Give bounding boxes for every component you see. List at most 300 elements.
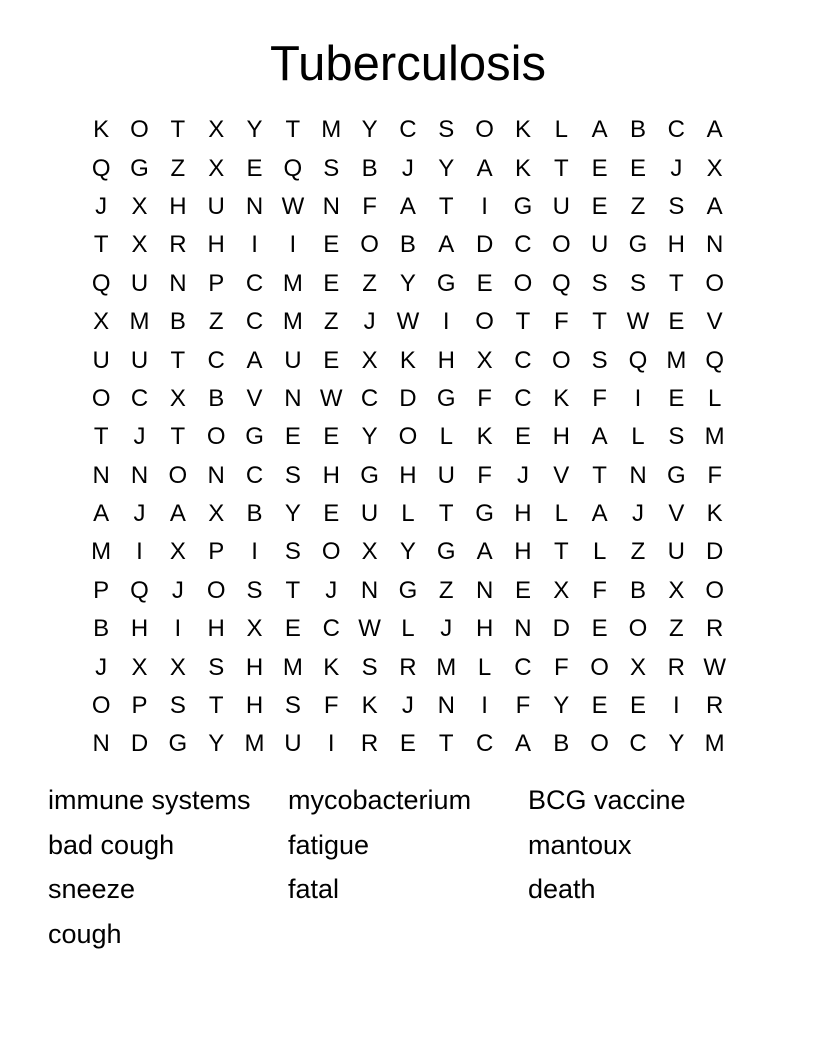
grid-letter[interactable]: X	[208, 116, 225, 144]
grid-letter[interactable]: N	[514, 615, 532, 643]
grid-letter[interactable]: C	[207, 346, 225, 374]
grid-letter[interactable]: H	[169, 192, 187, 220]
grid-letter[interactable]: B	[246, 500, 263, 528]
grid-letter[interactable]: T	[592, 461, 607, 489]
grid-letter[interactable]: F	[553, 308, 569, 336]
grid-row	[82, 572, 734, 610]
grid-letter[interactable]: T	[208, 692, 224, 720]
grid-letter[interactable]: N	[360, 576, 379, 604]
grid-letter[interactable]: B	[553, 730, 570, 758]
letter-grid	[82, 111, 734, 764]
grid-letter[interactable]: O	[475, 116, 494, 144]
grid-letter[interactable]: F	[477, 384, 492, 412]
grid-letter[interactable]: C	[475, 730, 494, 758]
grid-letter[interactable]: F	[592, 576, 607, 604]
grid-letter[interactable]: B	[169, 308, 186, 336]
grid-letter[interactable]: S	[323, 154, 340, 182]
grid-letter[interactable]: N	[92, 730, 110, 758]
grid-letter[interactable]: O	[551, 346, 571, 374]
grid-letter[interactable]: P	[208, 538, 225, 566]
grid-letter[interactable]: H	[552, 423, 570, 451]
grid-letter[interactable]: H	[130, 615, 149, 643]
grid-letter[interactable]: C	[667, 116, 685, 144]
grid-letter[interactable]: U	[130, 269, 149, 297]
grid-letter[interactable]: F	[477, 461, 492, 489]
grid-letter[interactable]: I	[481, 692, 488, 720]
grid-letter[interactable]: K	[706, 500, 723, 528]
grid-letter[interactable]: S	[284, 538, 301, 566]
grid-letter[interactable]: M	[244, 730, 265, 758]
grid-letter[interactable]: G	[513, 192, 533, 220]
grid-letter[interactable]: G	[360, 461, 379, 489]
grid-letter[interactable]: C	[399, 116, 417, 144]
grid-letter[interactable]: Z	[208, 308, 224, 336]
grid-letter[interactable]: X	[629, 653, 646, 681]
grid-letter[interactable]: E	[629, 154, 646, 182]
grid-letter[interactable]: N	[706, 231, 724, 259]
grid-letter[interactable]: J	[95, 192, 108, 220]
grid-letter[interactable]: A	[93, 500, 110, 528]
grid-letter[interactable]: X	[208, 500, 225, 528]
grid-letter[interactable]: V	[706, 308, 723, 336]
grid-letter[interactable]: B	[208, 384, 225, 412]
grid-letter[interactable]: F	[592, 384, 607, 412]
grid-letter[interactable]: H	[399, 461, 417, 489]
grid-letter[interactable]: V	[246, 384, 263, 412]
grid-letter[interactable]: S	[668, 423, 685, 451]
grid-letter[interactable]: O	[206, 576, 226, 604]
grid-letter[interactable]: N	[629, 461, 647, 489]
grid-letter[interactable]: N	[169, 269, 187, 297]
grid-letter[interactable]: B	[93, 615, 110, 643]
grid-letter[interactable]: C	[629, 730, 647, 758]
grid-letter[interactable]: Q	[705, 346, 724, 374]
grid-letter[interactable]: L	[401, 615, 415, 643]
grid-letter[interactable]: Y	[361, 423, 378, 451]
grid-letter[interactable]: Y	[399, 538, 416, 566]
grid-letter[interactable]: J	[670, 154, 683, 182]
grid-letter[interactable]: F	[323, 692, 339, 720]
grid-letter[interactable]: O	[705, 576, 724, 604]
grid-letter[interactable]: M	[436, 653, 457, 681]
grid-letter[interactable]: E	[591, 692, 608, 720]
grid-letter[interactable]: W	[281, 192, 305, 220]
grid-letter[interactable]: Z	[438, 576, 454, 604]
grid-letter[interactable]: J	[133, 500, 146, 528]
grid-letter[interactable]: Y	[438, 154, 455, 182]
grid-letter[interactable]: C	[360, 384, 379, 412]
grid-letter[interactable]: Q	[283, 154, 303, 182]
grid-letter[interactable]: H	[322, 461, 340, 489]
grid-letter[interactable]: N	[284, 384, 302, 412]
grid-letter[interactable]: J	[631, 500, 644, 528]
grid-letter[interactable]: J	[363, 308, 376, 336]
grid-letter[interactable]: X	[131, 192, 148, 220]
grid-letter[interactable]: T	[438, 192, 454, 220]
grid-letter[interactable]: T	[170, 346, 186, 374]
grid-letter[interactable]: T	[170, 116, 186, 144]
grid-letter[interactable]: W	[358, 615, 381, 643]
grid-letter[interactable]: R	[667, 653, 685, 681]
grid-letter[interactable]: Y	[246, 116, 263, 144]
grid-letter[interactable]: N	[245, 192, 264, 220]
grid-letter[interactable]: O	[475, 308, 494, 336]
grid-letter[interactable]: F	[553, 653, 569, 681]
grid-letter[interactable]: E	[514, 576, 531, 604]
grid-letter[interactable]: M	[321, 116, 342, 144]
grid-letter[interactable]: C	[245, 461, 264, 489]
grid-letter[interactable]: X	[169, 653, 186, 681]
grid-letter[interactable]: Q	[628, 346, 648, 374]
grid-letter[interactable]: U	[207, 192, 225, 220]
grid-letter[interactable]: M	[704, 730, 725, 758]
grid-letter[interactable]: J	[325, 576, 338, 604]
grid-letter[interactable]: A	[706, 116, 723, 144]
grid-letter[interactable]: L	[401, 500, 415, 528]
grid-letter[interactable]: X	[553, 576, 570, 604]
grid-letter[interactable]: E	[284, 423, 301, 451]
grid-letter[interactable]: G	[628, 231, 648, 259]
grid-letter[interactable]: K	[93, 116, 110, 144]
grid-letter[interactable]: E	[284, 615, 301, 643]
grid-letter[interactable]: X	[706, 154, 723, 182]
grid-letter[interactable]: X	[169, 538, 186, 566]
grid-letter[interactable]: X	[131, 653, 148, 681]
grid-letter[interactable]: R	[169, 231, 187, 259]
grid-letter[interactable]: D	[399, 384, 417, 412]
grid-letter[interactable]: C	[245, 269, 264, 297]
grid-letter[interactable]: C	[514, 231, 532, 259]
grid-letter[interactable]: G	[130, 154, 149, 182]
grid-letter[interactable]: G	[245, 423, 264, 451]
grid-letter[interactable]: C	[130, 384, 149, 412]
grid-letter[interactable]: Y	[553, 692, 570, 720]
grid-letter[interactable]: H	[514, 500, 532, 528]
grid-letter[interactable]: M	[666, 346, 687, 374]
grid-letter[interactable]: O	[398, 423, 418, 451]
grid-letter[interactable]: I	[174, 615, 182, 643]
grid-letter[interactable]: F	[362, 192, 377, 220]
grid-letter[interactable]: E	[399, 730, 416, 758]
grid-letter[interactable]: D	[130, 730, 149, 758]
grid-letter[interactable]: I	[251, 538, 258, 566]
grid-letter[interactable]: A	[399, 192, 416, 220]
grid-letter[interactable]: N	[92, 461, 110, 489]
grid-letter[interactable]: I	[672, 692, 680, 720]
grid-letter[interactable]: A	[476, 538, 493, 566]
grid-letter[interactable]: K	[514, 116, 531, 144]
grid-letter[interactable]: K	[514, 154, 531, 182]
grid-letter[interactable]: H	[207, 231, 225, 259]
grid-letter[interactable]: O	[206, 423, 226, 451]
grid-letter[interactable]: B	[399, 231, 416, 259]
grid-letter[interactable]: H	[245, 692, 264, 720]
grid-letter[interactable]: R	[706, 692, 724, 720]
grid-letter[interactable]: L	[592, 538, 607, 566]
grid-letter[interactable]: E	[629, 692, 646, 720]
grid-letter[interactable]: A	[438, 231, 455, 259]
grid-letter[interactable]: E	[323, 423, 340, 451]
grid-letter[interactable]: Q	[91, 269, 111, 297]
grid-letter[interactable]: I	[634, 384, 642, 412]
grid-letter[interactable]: J	[171, 576, 184, 604]
grid-letter[interactable]: G	[398, 576, 418, 604]
grid-letter[interactable]: E	[591, 154, 608, 182]
grid-letter[interactable]: W	[626, 308, 650, 336]
grid-letter[interactable]: Q	[130, 576, 149, 604]
grid-letter[interactable]: U	[130, 346, 149, 374]
grid-letter[interactable]: E	[323, 269, 340, 297]
grid-letter[interactable]: D	[552, 615, 570, 643]
grid-letter[interactable]: M	[282, 269, 303, 297]
grid-letter[interactable]: O	[130, 116, 149, 144]
grid-letter[interactable]: O	[513, 269, 533, 297]
grid-letter[interactable]: E	[323, 346, 340, 374]
grid-letter[interactable]: V	[668, 500, 685, 528]
grid-letter[interactable]: G	[475, 500, 494, 528]
grid-letter[interactable]: X	[476, 346, 493, 374]
grid-letter[interactable]: X	[668, 576, 685, 604]
grid-letter[interactable]: T	[515, 308, 531, 336]
grid-letter[interactable]: I	[289, 231, 297, 259]
grid-letter[interactable]: G	[666, 461, 686, 489]
grid-letter[interactable]: L	[554, 116, 568, 144]
grid-row	[82, 380, 734, 418]
grid-letter[interactable]: T	[553, 538, 569, 566]
grid-letter[interactable]: W	[396, 308, 420, 336]
grid-letter[interactable]: M	[129, 308, 150, 336]
grid-letter[interactable]: N	[475, 576, 494, 604]
grid-letter[interactable]: B	[629, 116, 646, 144]
grid-letter[interactable]: S	[169, 692, 186, 720]
grid-letter[interactable]: J	[401, 692, 414, 720]
grid-letter[interactable]: I	[251, 231, 258, 259]
grid-letter[interactable]: H	[475, 615, 494, 643]
grid-letter[interactable]: X	[208, 154, 225, 182]
grid-letter[interactable]: C	[514, 653, 532, 681]
grid-letter[interactable]: E	[591, 192, 608, 220]
grid-row	[82, 725, 734, 763]
grid-letter[interactable]: S	[208, 653, 225, 681]
grid-letter[interactable]: H	[207, 615, 225, 643]
grid-letter[interactable]: Z	[362, 269, 377, 297]
grid-letter[interactable]: D	[475, 231, 494, 259]
grid-letter[interactable]: S	[438, 116, 455, 144]
grid-letter[interactable]: H	[437, 346, 455, 374]
grid-row	[82, 188, 734, 226]
grid-letter[interactable]: K	[361, 692, 378, 720]
grid-letter[interactable]: E	[668, 308, 685, 336]
grid-letter[interactable]: S	[591, 269, 608, 297]
grid-letter[interactable]: S	[591, 346, 608, 374]
grid-letter[interactable]: R	[706, 615, 724, 643]
grid-letter[interactable]: N	[322, 192, 340, 220]
grid-letter[interactable]: S	[668, 192, 685, 220]
grid-letter[interactable]: S	[284, 461, 301, 489]
grid-letter[interactable]: Q	[551, 269, 571, 297]
grid-letter[interactable]: K	[323, 653, 340, 681]
grid-letter[interactable]: M	[704, 423, 725, 451]
grid-letter[interactable]: J	[133, 423, 146, 451]
grid-letter[interactable]: Q	[91, 154, 111, 182]
grid-letter[interactable]: M	[91, 538, 112, 566]
grid-letter[interactable]: H	[245, 653, 264, 681]
grid-letter[interactable]: E	[668, 384, 685, 412]
word-list-item: fatigue	[288, 829, 370, 860]
grid-letter[interactable]: Z	[668, 615, 684, 643]
grid-row	[82, 303, 734, 341]
grid-letter[interactable]: T	[285, 116, 301, 144]
grid-letter[interactable]: Z	[323, 308, 339, 336]
grid-letter[interactable]: T	[668, 269, 684, 297]
grid-letter[interactable]: L	[554, 500, 568, 528]
grid-letter[interactable]: V	[553, 461, 570, 489]
grid-letter[interactable]: U	[92, 346, 110, 374]
grid-letter[interactable]: E	[323, 231, 340, 259]
grid-letter[interactable]: A	[476, 154, 493, 182]
grid-letter[interactable]: T	[553, 154, 569, 182]
grid-letter[interactable]: Y	[668, 730, 685, 758]
grid-letter[interactable]: T	[93, 423, 109, 451]
grid-letter[interactable]: T	[438, 730, 454, 758]
grid-letter[interactable]: Z	[630, 192, 646, 220]
grid-letter[interactable]: W	[319, 384, 343, 412]
grid-letter[interactable]: S	[284, 692, 301, 720]
grid-letter[interactable]: S	[246, 576, 263, 604]
grid-letter[interactable]: X	[246, 615, 263, 643]
grid-letter[interactable]: I	[327, 730, 335, 758]
grid-letter[interactable]: O	[705, 269, 724, 297]
grid-letter[interactable]: Y	[284, 500, 301, 528]
grid-letter[interactable]: X	[169, 384, 186, 412]
grid-letter[interactable]: Y	[399, 269, 416, 297]
grid-letter[interactable]: D	[706, 538, 724, 566]
grid-letter[interactable]: P	[93, 576, 110, 604]
grid-letter[interactable]: K	[553, 384, 570, 412]
grid-letter[interactable]: O	[360, 231, 379, 259]
grid-letter[interactable]: T	[438, 500, 454, 528]
grid-letter[interactable]: L	[707, 384, 722, 412]
grid-letter[interactable]: U	[360, 500, 379, 528]
grid-letter[interactable]: K	[476, 423, 493, 451]
grid-letter[interactable]: G	[168, 730, 188, 758]
grid-letter[interactable]: U	[667, 538, 685, 566]
grid-letter[interactable]: N	[130, 461, 149, 489]
grid-letter[interactable]: B	[629, 576, 646, 604]
grid-letter[interactable]: A	[591, 423, 608, 451]
grid-letter[interactable]: C	[245, 308, 264, 336]
grid-letter[interactable]: O	[91, 692, 111, 720]
grid-letter[interactable]: C	[514, 384, 532, 412]
grid-letter[interactable]: W	[703, 653, 726, 681]
grid-letter[interactable]: X	[361, 538, 378, 566]
grid-letter[interactable]: R	[399, 653, 417, 681]
grid-letter[interactable]: L	[477, 653, 492, 681]
grid-letter[interactable]: E	[246, 154, 263, 182]
grid-letter[interactable]: M	[282, 308, 303, 336]
grid-letter[interactable]: T	[285, 576, 301, 604]
grid-letter[interactable]: A	[591, 116, 608, 144]
grid-letter[interactable]: N	[207, 461, 225, 489]
grid-letter[interactable]: T	[170, 423, 186, 451]
grid-letter[interactable]: U	[284, 346, 302, 374]
grid-letter[interactable]: K	[399, 346, 416, 374]
word-list	[48, 778, 768, 957]
grid-letter[interactable]: O	[91, 384, 111, 412]
grid-letter[interactable]: O	[551, 231, 571, 259]
grid-letter[interactable]: U	[590, 231, 609, 259]
grid-letter[interactable]: O	[168, 461, 188, 489]
grid-letter[interactable]: A	[706, 192, 723, 220]
grid-letter[interactable]: O	[590, 653, 609, 681]
grid-letter[interactable]: G	[436, 384, 456, 412]
grid-row	[82, 341, 734, 379]
grid-row	[82, 111, 734, 149]
grid-letter[interactable]: O	[321, 538, 341, 566]
grid-letter[interactable]: Y	[208, 730, 225, 758]
grid-letter[interactable]: A	[169, 500, 186, 528]
grid-letter[interactable]: G	[436, 538, 456, 566]
grid-letter[interactable]: Z	[170, 154, 186, 182]
grid-letter[interactable]: Y	[361, 116, 378, 144]
grid-letter[interactable]: F	[515, 692, 531, 720]
grid-letter[interactable]: E	[323, 500, 340, 528]
grid-letter[interactable]: E	[514, 423, 531, 451]
grid-letter[interactable]: H	[667, 231, 685, 259]
grid-letter[interactable]: T	[592, 308, 607, 336]
grid-letter[interactable]: A	[246, 346, 263, 374]
grid-letter[interactable]: N	[437, 692, 455, 720]
grid-letter[interactable]: C	[514, 346, 532, 374]
grid-letter[interactable]: H	[514, 538, 532, 566]
grid-letter[interactable]: E	[591, 615, 608, 643]
grid-letter[interactable]: J	[516, 461, 529, 489]
grid-letter[interactable]: U	[437, 461, 455, 489]
grid-letter[interactable]: I	[442, 308, 450, 336]
grid-letter[interactable]: M	[282, 653, 303, 681]
grid-letter[interactable]: O	[590, 730, 609, 758]
grid-letter[interactable]: A	[514, 730, 531, 758]
grid-letter[interactable]: F	[707, 461, 722, 489]
grid-letter[interactable]: G	[436, 269, 456, 297]
grid-letter[interactable]: P	[131, 692, 148, 720]
grid-letter[interactable]: B	[361, 154, 378, 182]
grid-letter[interactable]: S	[629, 269, 646, 297]
grid-letter[interactable]: J	[401, 154, 414, 182]
grid-letter[interactable]: U	[552, 192, 570, 220]
grid-letter[interactable]: L	[631, 423, 645, 451]
grid-letter[interactable]: I	[136, 538, 143, 566]
grid-letter[interactable]: S	[361, 653, 378, 681]
grid-letter[interactable]: X	[361, 346, 378, 374]
grid-letter[interactable]: A	[591, 500, 608, 528]
grid-letter[interactable]: O	[628, 615, 648, 643]
grid-letter[interactable]: X	[131, 231, 148, 259]
grid-letter[interactable]: P	[208, 269, 225, 297]
grid-row	[82, 265, 734, 303]
grid-letter[interactable]: R	[360, 730, 379, 758]
grid-letter[interactable]: I	[481, 192, 488, 220]
grid-letter[interactable]: T	[93, 231, 109, 259]
grid-letter[interactable]: E	[476, 269, 493, 297]
grid-letter[interactable]: J	[95, 653, 108, 681]
grid-letter[interactable]: C	[322, 615, 340, 643]
grid-letter[interactable]: X	[93, 308, 110, 336]
grid-letter[interactable]: U	[284, 730, 302, 758]
grid-letter[interactable]: Z	[630, 538, 646, 566]
grid-letter[interactable]: J	[440, 615, 453, 643]
grid-letter[interactable]: L	[439, 423, 453, 451]
